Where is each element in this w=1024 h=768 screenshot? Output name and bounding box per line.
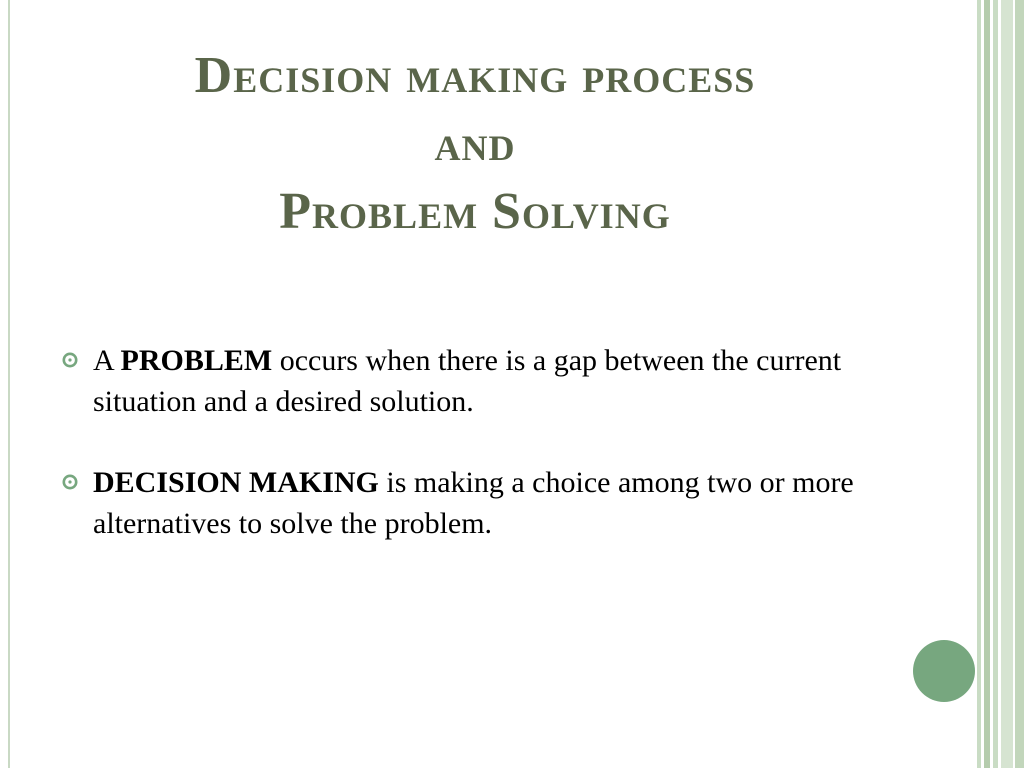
bullet-keyword: DECISION MAKING [93, 466, 379, 499]
bullet-prefix: A [93, 344, 121, 377]
ring-bullet-icon [62, 352, 78, 368]
bullet-item [62, 462, 892, 544]
slide-title [40, 42, 910, 246]
title-line-2: and [434, 115, 516, 172]
bullet-item [62, 340, 892, 422]
bullet-list [62, 340, 892, 544]
title-line-3: Problem Solving [279, 183, 671, 240]
title-line-1: Decision making process [194, 47, 756, 104]
side-stripe [1001, 0, 1013, 768]
side-stripe [993, 0, 998, 768]
side-stripe [984, 0, 990, 768]
bullet-text: occurs when there is a gap between the current situation and a desired solution. [93, 344, 842, 418]
left-border-line [8, 0, 10, 768]
bullet-text: is making a choice among two or more alternatives to solve the problem. [93, 466, 854, 540]
side-stripe [1015, 0, 1024, 768]
ring-bullet-icon [62, 474, 78, 490]
decorative-circle [913, 640, 975, 702]
bullet-keyword: PROBLEM [120, 344, 273, 377]
side-stripe [977, 0, 981, 768]
